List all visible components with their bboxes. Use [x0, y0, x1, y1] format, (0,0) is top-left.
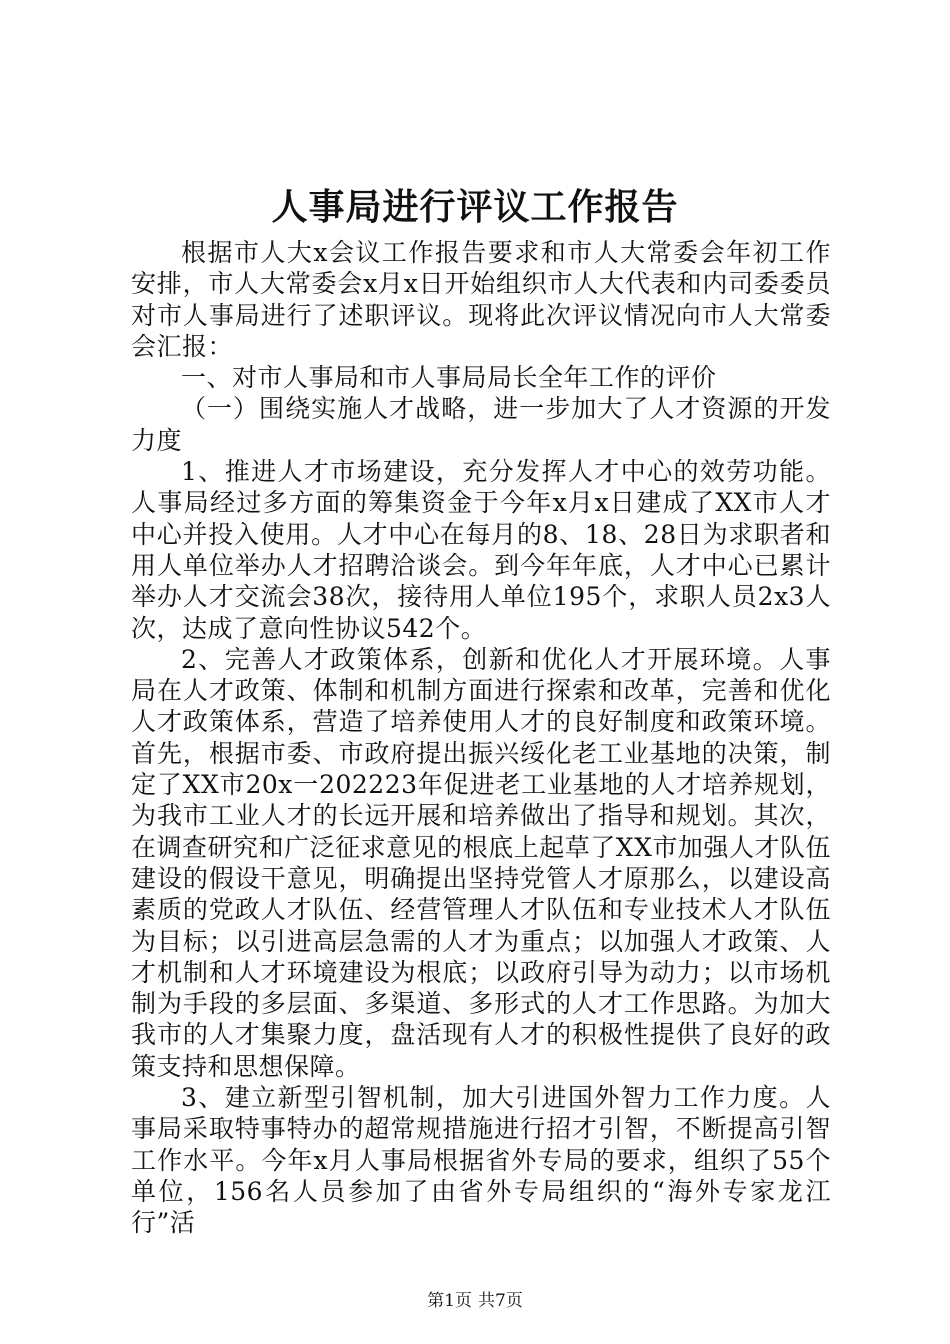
body-paragraph-2: 2、完善人才政策体系，创新和优化人才开展环境。人事局在人才政策、体制和机制方面进行探索和改革，完善和优化人才政策体系，营造了培养使用人才的良好制度和政策环境。首先，根据市委、市政府提出振兴绥化老工业基地的决策，制定了XX市20x一202223年促进老工业基地的人才培养规划，为我市工业人才的长远开展和培养做出了指导和规划。其次，在调查研究和广泛征求意见的根底上起草了XX市加强人才队伍建设的假设干意见，明确提出坚持党管人才原那么，以建设高素质的党政人才队伍、经营管理人才队伍和专业技术人才队伍为目标；以引进高层急需的人才为重点；以加强人才政策、人才机制和人才环境建设为根底；以政府引导为动力；以市场机制为手段的多层面、多渠道、多形式的人才工作思路。为加大我市的人才集聚力度，盘活现有人才的积极性提供了良好的政策支持和思想保障。 [131, 644, 831, 1081]
subsection-heading-1: （一）围绕实施人才战略，进一步加大了人才资源的开发力度 [131, 394, 831, 455]
page-footer [0, 1290, 950, 1312]
document-title: 人事局进行评议工作报告 [271, 187, 679, 228]
section-heading-1: 一、对市人事局和市人事局局长全年工作的评价 [181, 363, 717, 393]
body-paragraph-3: 3、建立新型引智机制，加大引进国外智力工作力度。人事局采取特事特办的超常规措施进行招才引智，不断提高引智工作水平。今年x月人事局根据省外专局的要求，组织了55个单位，156名人员参加了由省外专局组织的“海外专家龙江行”活 [131, 1083, 831, 1238]
intro-paragraph: 根据市人大x会议工作报告要求和市人大常委会年初工作安排，市人大常委会x月x日开始组织市人大代表和内司委委员对市人事局进行了述职评议。现将此次评议情况向市人大常委会汇报： [131, 238, 831, 361]
page-total: 共7页 [478, 1291, 523, 1311]
document-body [131, 237, 831, 1239]
page-number: 第1页 [427, 1291, 472, 1311]
body-paragraph-1: 1、推进人才市场建设，充分发挥人才中心的效劳功能。人事局经过多方面的筹集资金于今年x月x日建成了XX市人才中心并投入使用。人才中心在每月的8、18、28日为求职者和用人单位举办人才招聘洽谈会。到今年年底，人才中心已累计举办人才交流会38次，接待用人单位195个，求职人员2x3人次，达成了意向性协议542个。 [131, 457, 831, 643]
